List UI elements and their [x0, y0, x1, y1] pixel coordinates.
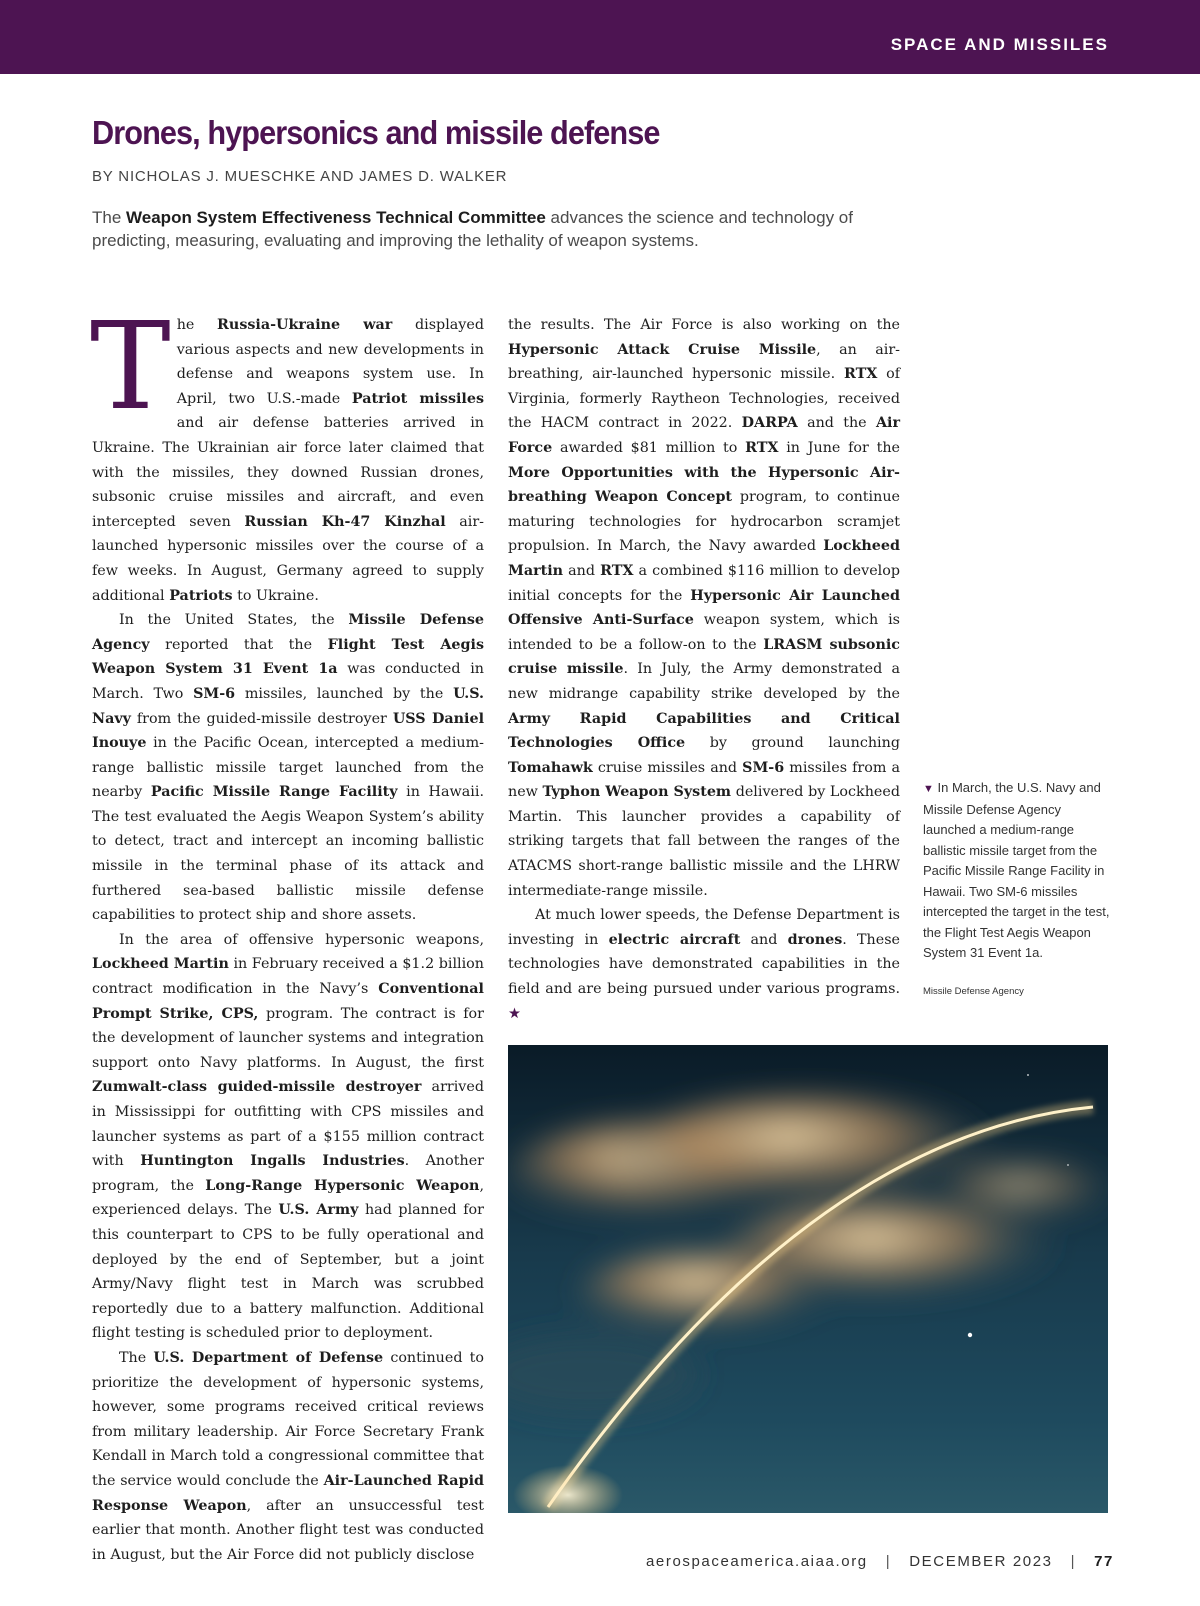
body-column-1	[90, 296, 485, 1567]
footer-separator-2: |	[1070, 1553, 1077, 1570]
star-point	[968, 1333, 972, 1337]
body-paragraph: In the area of offensive hypersonic weapons, Lockheed Martin in February received a $1.2 billion contract modification in the Navy’s Conventional Prompt Strike, CPS, program. The contract is for the development of launcher systems and integration support onto Navy platforms. In August, the first Zumwalt-class guided-missile destroyer arrived in Mississippi for outfitting with CPS missiles and launcher systems as part of a $155 million contract with Huntington Ingalls Industries. Another program, the Long-Range Hypersonic Weapon, experienced delays. The U.S. Army had planned for this counterpart to CPS to be fully operational and deployed by the end of September, but a joint Army/Navy flight test in March was scrubbed reportedly due to a battery malfunction. Additional flight testing is scheduled prior to deployment.	[92, 931, 485, 1342]
bold-term: U.S. Army	[278, 1202, 359, 1219]
bold-term: USS Daniel Inouye	[92, 710, 485, 752]
bold-term: Patriot missiles	[351, 390, 484, 407]
body-paragraph: In the United States, the Missile Defense Agency reported that the Flight Test Aegis Weapon System 31 Event 1a was conducted in March. Two SM-6 missiles, launched by the U.S. Navy from the guided-missile destroyer USS Daniel Inouye in the Pacific Ocean, intercepted a medium-range ballistic missile target launched from the nearby Pacific Missile Range Facility in Hawaii. The test evaluated the Aegis Weapon System’s ability to detect, tract and intercept an incoming ballistic missile in the terminal phase of its attack and furthered sea-based ballistic missile defense capabilities to protect ship and shore assets.	[92, 612, 485, 924]
body-column-2	[508, 313, 900, 1026]
end-star-icon: ★	[508, 1005, 521, 1022]
body-paragraph: The U.S. Department of Defense continued to prioritize the development of hypersonic systems, however, some programs received critical reviews from military leadership. Air Force Secretary Frank Kendall in March told a congressional committee that the service would conclude the Air-Launched Rapid Response Weapon, after an unsuccessful test earlier that month. Another flight test was conducted in August, but the Air Force did not publicly disclose	[92, 1349, 484, 1563]
bold-term: Russian Kh-47 Kinzhal	[244, 513, 446, 530]
bold-term: Lockheed Martin	[92, 956, 229, 973]
footer-issue: DECEMBER 2023	[909, 1553, 1053, 1570]
byline: BY NICHOLAS J. MUESCHKE AND JAMES D. WALKER	[92, 168, 508, 185]
bold-term: DARPA	[741, 415, 798, 432]
bold-term: Missile Defense Agency	[92, 612, 484, 653]
bold-term: Hypersonic Air Launched Offensive Anti-Surface	[508, 587, 900, 629]
footer-site: aerospaceamerica.aiaa.org	[645, 1553, 868, 1570]
bold-term: Huntington Ingalls Industries	[140, 1153, 405, 1170]
bold-term: Army Rapid Capabilities and Critical Technologies Office	[508, 710, 900, 752]
bold-term: Flight Test Aegis Weapon System 31 Event 1a	[92, 636, 485, 678]
section-label: SPACE AND MISSILES	[890, 35, 1109, 54]
bold-term: More Opportunities with the Hypersonic Air-breathing Weapon Concept	[508, 464, 900, 506]
footer-page-number: 77	[1094, 1553, 1114, 1570]
bold-term: U.S. Department of Defense	[153, 1349, 384, 1366]
photo-credit: Missile Defense Agency	[923, 986, 1024, 997]
footer-separator: |	[885, 1553, 892, 1570]
bold-term: Tomahawk	[508, 759, 593, 776]
article-title: Drones, hypersonics and missile defense	[92, 114, 660, 151]
body-paragraph: The Russia-Ukraine war displayed various aspects and new developments in defense and weapons system use. In April, two U.S.-made Patriot missiles and air defense batteries arrived in Ukraine. The Ukrainian air force later claimed that with the missiles, they downed Russian drones, subsonic cruise missiles and aircraft, and even intercepted seven Russian Kh-47 Kinzhal air-launched hypersonic missiles over the course of a few weeks. In August, Germany agreed to supply additional Patriots to Ukraine.	[90, 296, 484, 604]
bold-term: Conventional Prompt Strike, CPS,	[92, 981, 484, 1022]
caption-triangle-icon: ▼	[923, 783, 934, 795]
body-paragraph: At much lower speeds, the Defense Department is investing in electric aircraft and drones. These technologies have demonstrated capabilities in the field and are being pursued under various programs. ★	[508, 907, 901, 1022]
photo-caption	[923, 778, 1113, 964]
bold-term: Typhon Weapon System	[542, 784, 732, 801]
bold-term: Patriots	[169, 587, 233, 604]
bold-term: Hypersonic Attack Cruise Missile	[508, 341, 817, 358]
bold-term: Air-Launched Rapid Response Weapon	[92, 1472, 484, 1514]
bold-term: SM-6	[193, 685, 236, 702]
drop-cap: T	[90, 296, 171, 437]
bold-term: Air Force	[508, 415, 900, 456]
bold-term: drones	[787, 931, 843, 948]
page-footer	[646, 1553, 1114, 1570]
bold-term: Pacific Missile Range Facility	[150, 784, 398, 801]
caption-text: In March, the U.S. Navy and Missile Defense Agency launched a medium-range ballistic missile target from the Pacific Missile Range Facility in Hawaii. Two SM-6 missiles intercepted the target in the test, the Flight Test Aegis Weapon System 31 Event 1a.	[923, 780, 1110, 960]
section-banner	[0, 0, 1200, 74]
bold-term: RTX	[600, 562, 634, 579]
dek-committee: Weapon System Effectiveness Technical Committee	[126, 208, 546, 227]
dek-intro: The	[92, 208, 127, 227]
bold-term: Lockheed Martin	[508, 538, 900, 579]
bold-term: electric aircraft	[608, 931, 741, 948]
bold-term: SM-6	[742, 759, 785, 776]
bold-term: RTX	[745, 439, 779, 456]
bold-term: Zumwalt-class guided-missile destroyer	[92, 1079, 422, 1096]
bold-term: Russia-Ukraine war	[217, 317, 393, 333]
missile-launch-photo	[508, 1045, 1108, 1513]
article-dek	[92, 206, 892, 252]
bold-term: LRASM subsonic cruise missile	[508, 636, 901, 678]
dek-rest: advances the science and technology of predicting, measuring, evaluating and improving the lethality of weapon systems.	[92, 208, 853, 250]
bold-term: RTX	[843, 366, 878, 383]
bold-term: U.S. Navy	[92, 685, 485, 727]
body-paragraph: the results. The Air Force is also working on the Hypersonic Attack Cruise Missile, an air-breathing, air-launched hypersonic missile. RTX of Virginia, formerly Raytheon Technologies, received the HACM contract in 2022. DARPA and the Air Force awarded $81 million to RTX in June for the More Opportunities with the Hypersonic Air-breathing Weapon Concept program, to continue maturing technologies for hydrocarbon scramjet propulsion. In March, the Navy awarded Lockheed Martin and RTX a combined $116 million to develop initial concepts for the Hypersonic Air Launched Offensive Anti-Surface weapon system, which is intended to be a follow-on to the LRASM subsonic cruise missile. In July, the Army demonstrated a new midrange capability strike developed by the Army Rapid Capabilities and Critical Technologies Office by ground launching Tomahawk cruise missiles and SM-6 missiles from a new Typhon Weapon System delivered by Lockheed Martin. This launcher provides a capability of striking targets that fall between the ranges of the ATACMS short-range ballistic missile and the LHRW intermediate-range missile.	[508, 317, 901, 899]
bold-term: Long-Range Hypersonic Weapon	[205, 1177, 480, 1194]
